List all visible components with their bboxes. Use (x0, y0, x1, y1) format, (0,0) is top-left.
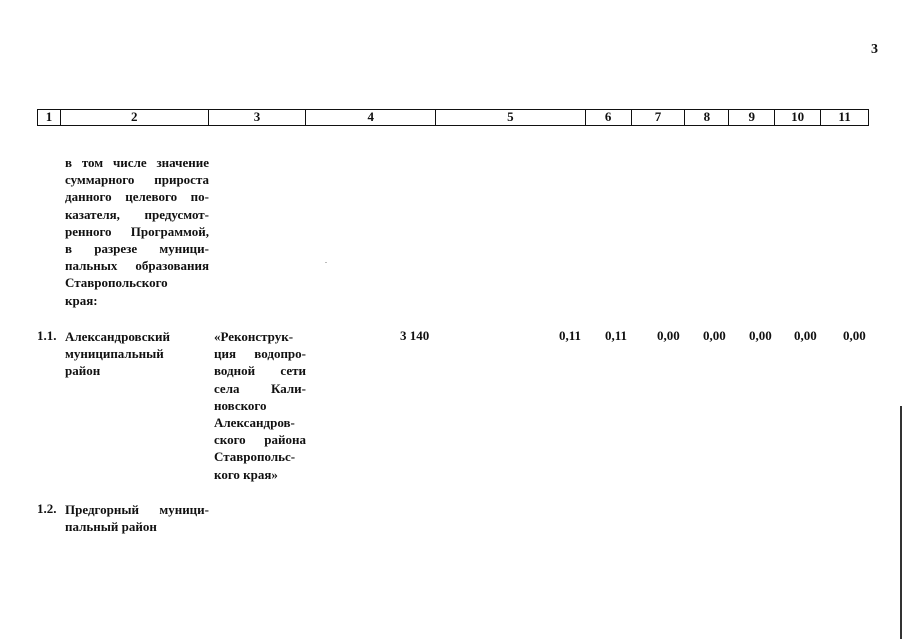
project-line: Ставропольс- (214, 449, 296, 465)
row-1-1-col5: 0,11 (559, 328, 582, 343)
project-line: кого края» (214, 466, 278, 482)
row-1-1-project (214, 328, 306, 483)
row-name-line: Александровский (65, 329, 170, 344)
header-cell-11: 11 (838, 109, 851, 124)
project-line: новского (214, 397, 267, 413)
header-cell-4: 4 (306, 110, 436, 125)
row-1-1-col6: 0,11 (605, 328, 628, 343)
intro-line: казателя, предусмот- (65, 206, 209, 222)
intro-line: ренного Программой, (65, 223, 209, 239)
header-cell-9: 9 (729, 110, 775, 125)
row-name-line: муниципальный (65, 346, 164, 362)
row-1-1-col11: 0,00 (843, 328, 866, 343)
row-name-line: пальный район (65, 519, 157, 535)
row-name-line: район (65, 363, 101, 379)
row-1-1-col10: 0,00 (794, 328, 817, 343)
project-line: ского района (214, 432, 306, 448)
row-1-1-col4: 3 140 (400, 328, 430, 343)
row-1-1-col9: 0,00 (749, 328, 772, 343)
intro-paragraph (65, 154, 209, 309)
header-cell-10: 10 (775, 110, 821, 125)
project-line: ция водопро- (214, 346, 306, 362)
row-1-1-name (65, 328, 209, 380)
project-line: водной сети (214, 363, 306, 379)
scan-edge-line (900, 406, 902, 639)
header-cell-1: 1 (38, 110, 61, 125)
header-cell-5: 5 (436, 110, 586, 125)
row-1-2-name (65, 501, 209, 535)
header-cell-3: 3 (209, 110, 307, 125)
intro-line: края: (65, 292, 98, 308)
scan-speck (325, 262, 327, 263)
intro-line: Ставропольского (65, 275, 168, 291)
intro-line: в разрезе муници- (65, 241, 209, 257)
intro-line: пальных образования (65, 258, 209, 274)
intro-line: суммарного прироста (65, 172, 209, 188)
header-cell-7: 7 (632, 110, 686, 125)
row-name-line: Предгорный муници- (65, 502, 209, 517)
row-1-1-col8: 0,00 (703, 328, 726, 343)
header-cell-6: 6 (586, 110, 632, 125)
header-cell-2: 2 (61, 110, 209, 125)
row-1-1-col7: 0,00 (657, 328, 680, 343)
page-number: 3 (871, 42, 878, 57)
header-cell-8: 8 (685, 110, 729, 125)
row-number-1-2: 1.2. (37, 501, 57, 516)
project-line: села Кали- (214, 380, 306, 396)
project-line: «Реконструк- (214, 329, 294, 344)
table-header-row (37, 109, 869, 126)
project-line: Александров- (214, 415, 295, 431)
intro-line: в том числе значение (65, 155, 209, 170)
intro-line: данного целевого по- (65, 189, 209, 205)
row-number-1-1: 1.1. (37, 328, 57, 343)
